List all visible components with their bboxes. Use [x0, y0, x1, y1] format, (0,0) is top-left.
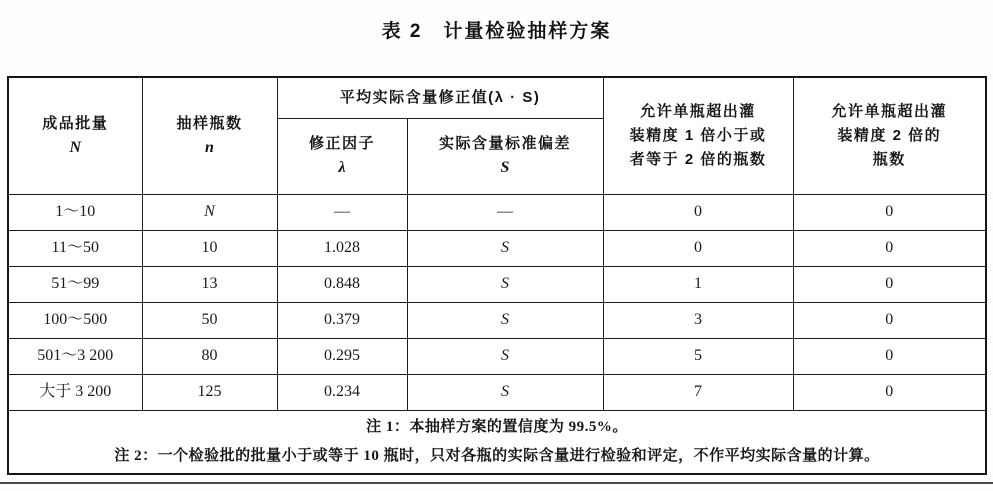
cell-exceed-1x: 1 — [603, 266, 793, 302]
table-row — [8, 338, 986, 374]
header-batch-label: 成品批量 — [42, 114, 109, 132]
table-row — [8, 194, 986, 230]
header-exceed-1x-line1: 允许单瓶超出灌 — [640, 102, 756, 120]
cell-exceed-2x: 0 — [793, 374, 986, 410]
header-correction-group: 平均实际含量修正值(λ · S) — [277, 77, 603, 118]
cell-sample-count: 13 — [142, 266, 277, 302]
cell-sample-count: N — [142, 194, 277, 230]
cell-factor: 1.028 — [277, 230, 407, 266]
table-row — [8, 302, 986, 338]
header-exceed-2x-line3: 瓶数 — [872, 150, 906, 168]
cell-batch-range: 501～3 200 — [8, 338, 142, 374]
cell-exceed-2x: 0 — [793, 194, 986, 230]
header-stddev-symbol: S — [500, 159, 510, 176]
cell-batch-range: 11～50 — [8, 230, 142, 266]
cell-exceed-2x: 0 — [793, 302, 986, 338]
header-exceed-1x-line3: 者等于 2 倍的瓶数 — [629, 150, 767, 168]
page-bottom-rule — [0, 482, 993, 484]
cell-stddev: — — [407, 194, 603, 230]
cell-exceed-1x: 0 — [603, 194, 793, 230]
header-exceed-1x — [603, 77, 793, 194]
cell-stddev: S — [407, 338, 603, 374]
sampling-plan-table — [7, 76, 987, 475]
cell-exceed-1x: 3 — [603, 302, 793, 338]
cell-factor: 0.379 — [277, 302, 407, 338]
cell-stddev: S — [407, 374, 603, 410]
table-row — [8, 374, 986, 410]
header-exceed-2x-line1: 允许单瓶超出灌 — [831, 102, 948, 120]
cell-batch-range: 大于 3 200 — [8, 374, 142, 410]
table-notes — [8, 410, 986, 474]
cell-stddev: S — [407, 230, 603, 266]
header-correction-factor — [277, 118, 407, 194]
cell-stddev: S — [407, 266, 603, 302]
header-stddev — [407, 118, 603, 194]
cell-exceed-1x: 0 — [603, 230, 793, 266]
note-2-text: 一个检验批的批量小于或等于 10 瓶时，只对各瓶的实际含量进行检验和评定，不作平均实际含量的计算。 — [157, 447, 880, 464]
cell-factor: 0.234 — [277, 374, 407, 410]
table-row — [8, 266, 986, 302]
table-title: 表 2 计量检验抽样方案 — [381, 21, 612, 42]
note-1-label: 注 1： — [366, 418, 410, 435]
cell-batch-range: 100～500 — [8, 302, 142, 338]
cell-batch-range: 1～10 — [8, 194, 142, 230]
cell-factor: 0.848 — [277, 266, 407, 302]
note-2 — [13, 442, 981, 471]
cell-factor: 0.295 — [277, 338, 407, 374]
note-1 — [13, 413, 981, 442]
header-exceed-1x-line2: 装精度 1 倍小于或 — [629, 126, 767, 144]
cell-exceed-2x: 0 — [793, 338, 986, 374]
cell-sample-count: 10 — [142, 230, 277, 266]
header-factor-label: 修正因子 — [308, 135, 375, 152]
header-sample-label: 抽样瓶数 — [176, 114, 243, 132]
note-2-label: 注 2： — [114, 447, 158, 464]
header-exceed-2x-line2: 装精度 2 倍的 — [837, 126, 942, 144]
cell-sample-count: 80 — [142, 338, 277, 374]
header-exceed-2x — [793, 77, 986, 194]
header-sample-symbol: n — [205, 138, 214, 156]
cell-exceed-1x: 5 — [603, 338, 793, 374]
cell-sample-count: 125 — [142, 374, 277, 410]
note-1-text: 本抽样方案的置信度为 99.5%。 — [409, 418, 628, 435]
header-batch-quantity — [8, 77, 142, 194]
cell-exceed-1x: 7 — [603, 374, 793, 410]
cell-stddev: S — [407, 302, 603, 338]
cell-factor: — — [277, 194, 407, 230]
header-factor-symbol: λ — [338, 159, 346, 176]
cell-exceed-2x: 0 — [793, 230, 986, 266]
table-row — [8, 230, 986, 266]
cell-sample-count: 50 — [142, 302, 277, 338]
cell-exceed-2x: 0 — [793, 266, 986, 302]
header-batch-symbol: N — [69, 138, 82, 156]
cell-batch-range: 51～99 — [8, 266, 142, 302]
header-stddev-label: 实际含量标准偏差 — [439, 135, 572, 152]
header-sample-count — [142, 77, 277, 194]
